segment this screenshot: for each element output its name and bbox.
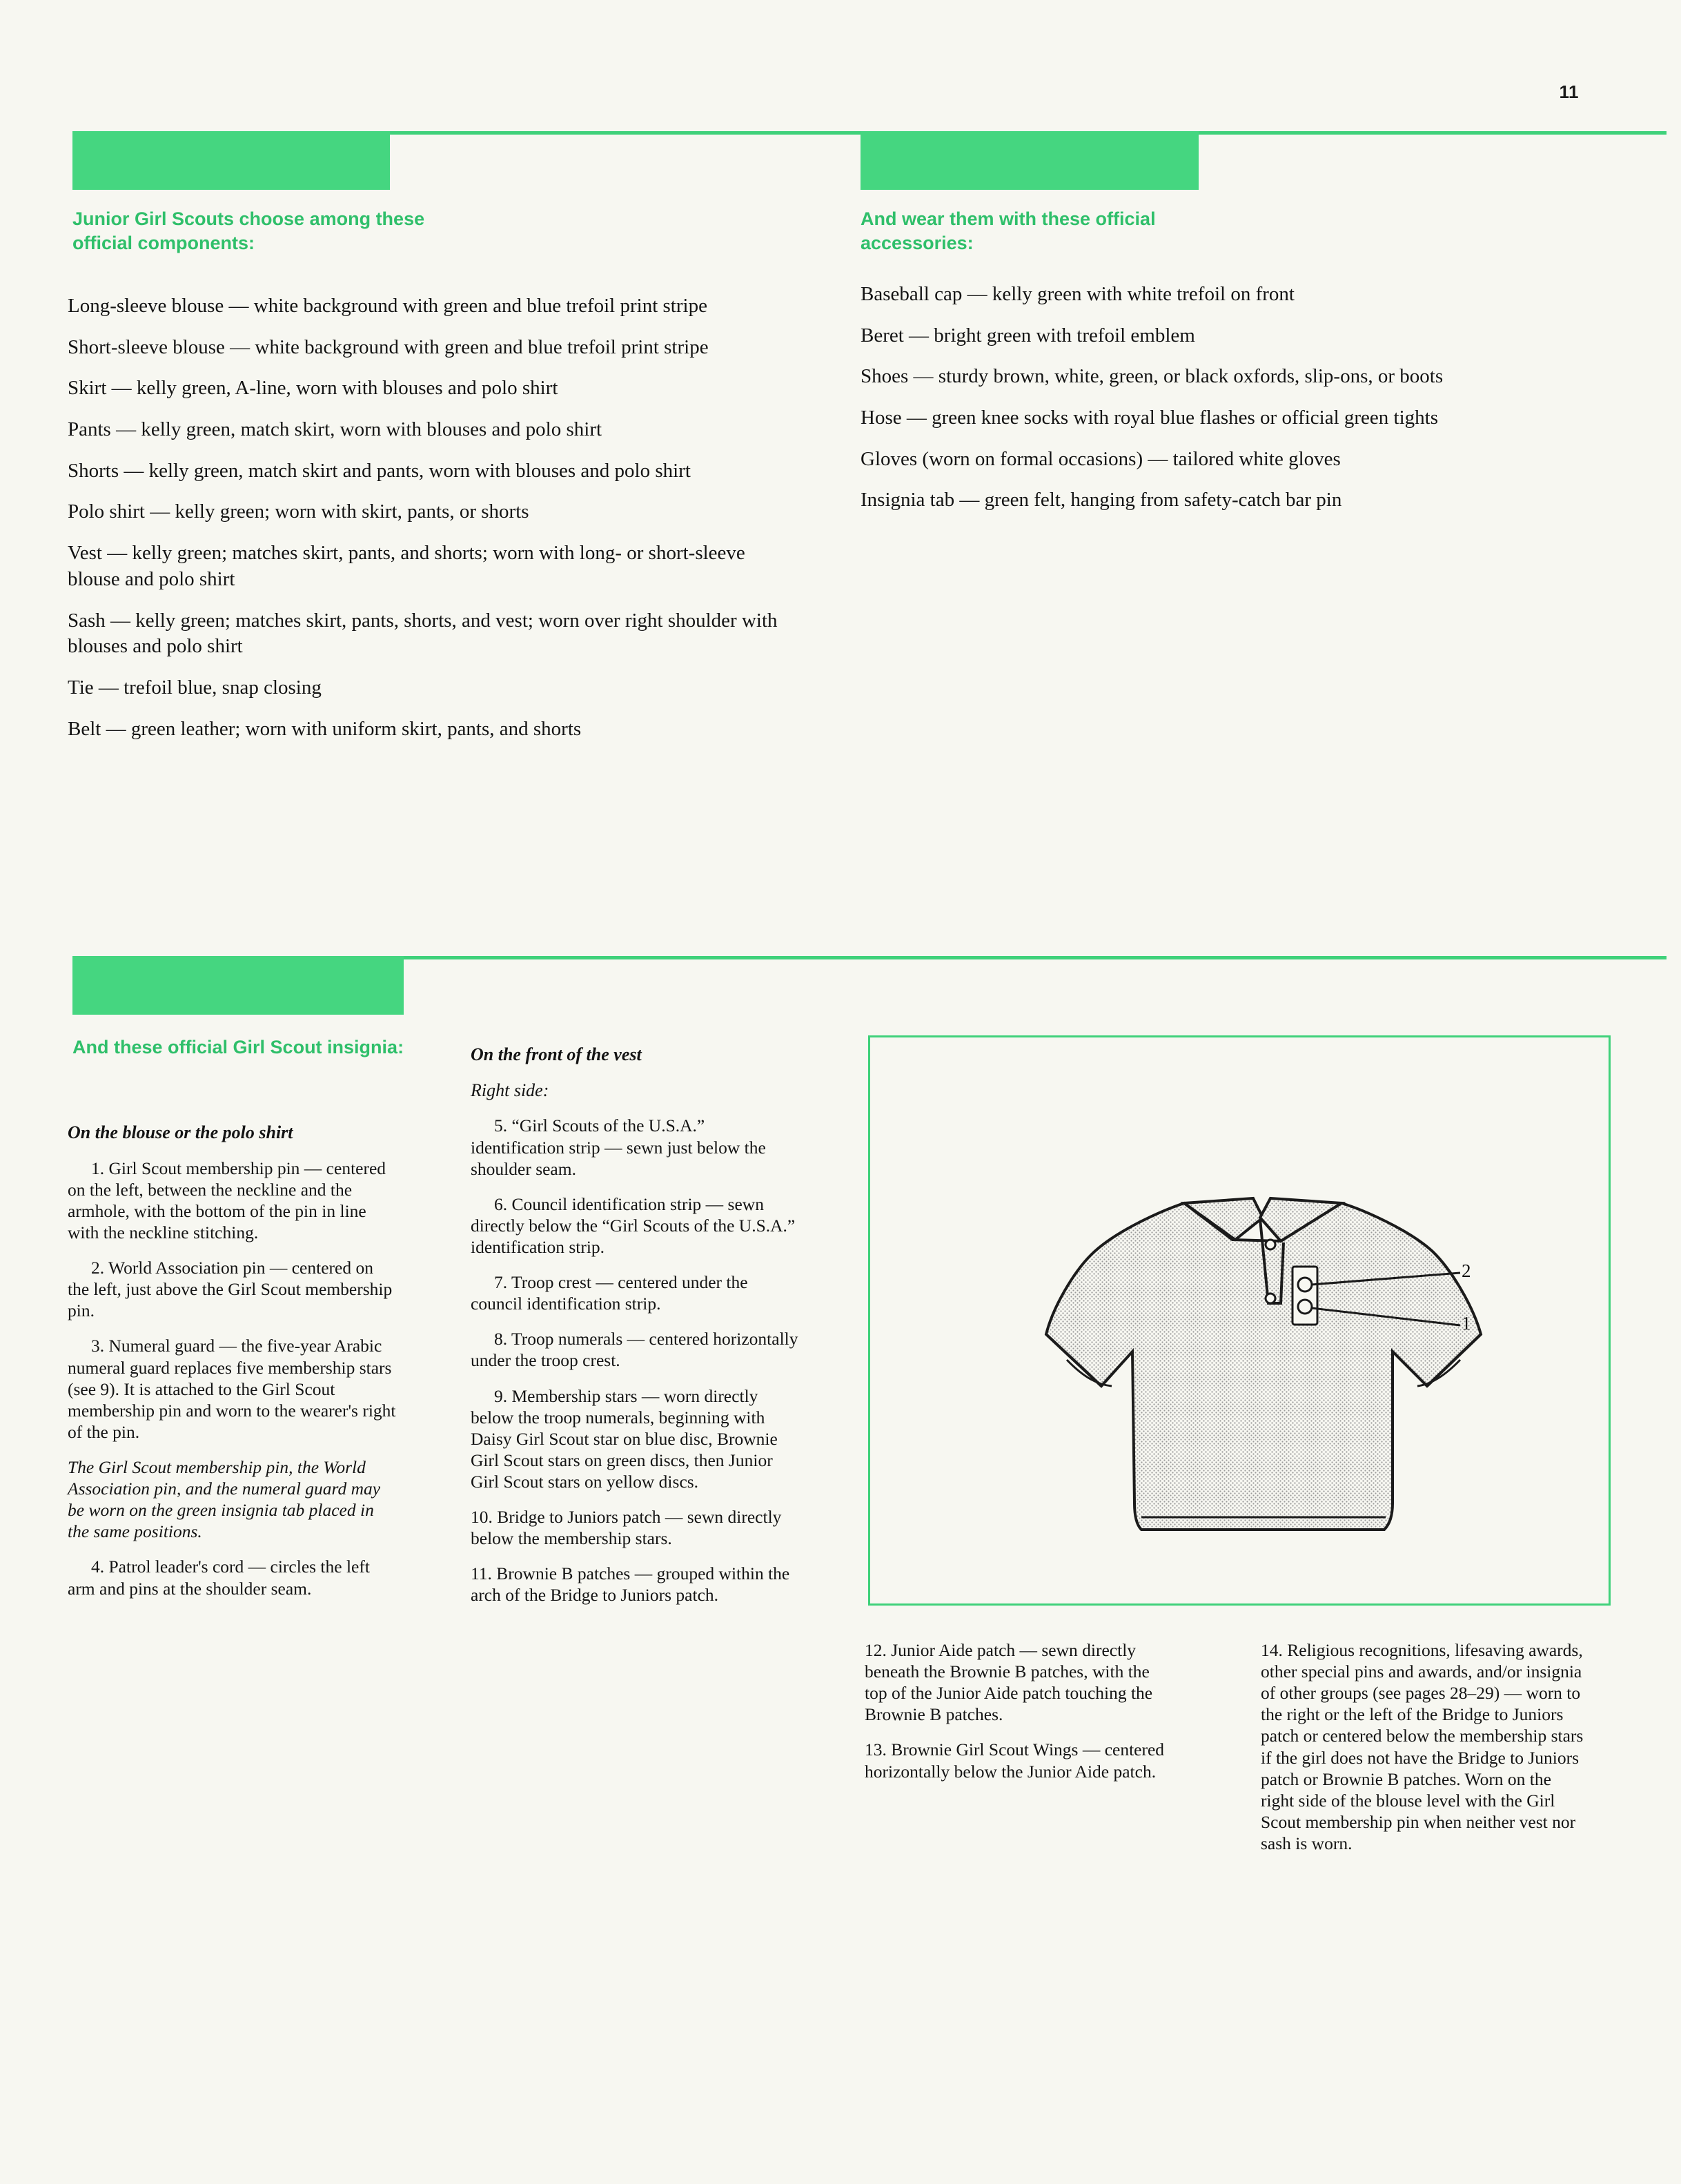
list-item: Gloves (worn on formal occasions) — tailored white gloves <box>861 447 1341 470</box>
list-item: Hose — green knee socks with royal blue flashes or official green tights <box>861 407 1439 429</box>
list-item: Vest — kelly green; matches skirt, pants, and shorts; worn with long- or short-sleeve blouse and polo shirt <box>68 542 745 590</box>
callout-1: 1 <box>1462 1313 1471 1334</box>
list-item: 12. Junior Aide patch — sewn directly beneath the Brownie B patches, with the top of the Junior Aide patch touching the Brownie B patches. <box>865 1640 1153 1725</box>
polo-shirt-icon <box>870 1037 1609 1603</box>
green-header-block-lower <box>72 956 404 1015</box>
polo-shirt-figure <box>868 1035 1611 1606</box>
list-item: Baseball cap — kelly green with white trefoil on front <box>861 283 1295 305</box>
insignia-column-1 <box>68 1122 399 1613</box>
insignia-column-2 <box>471 1044 802 1620</box>
list-item: 8. Troop numerals — centered horizontally under the troop crest. <box>471 1329 798 1371</box>
heading-insignia: And these official Girl Scout insignia: <box>72 1037 404 1057</box>
list-item: 13. Brownie Girl Scout Wings — centered horizontally below the Junior Aide patch. <box>865 1739 1165 1782</box>
list-item: 1. Girl Scout membership pin — centered on the left, between the neckline and the armhole, with the bottom of the pin in line with the neckline stitching. <box>68 1158 386 1243</box>
insignia-tab-note: The Girl Scout membership pin, the World Association pin, and the numeral guard may be worn on the green insignia tab placed in the same positions. <box>68 1457 381 1542</box>
heading-accessories: And wear them with these official accessories: <box>861 208 1156 254</box>
heading-components: Junior Girl Scouts choose among these official components: <box>72 208 425 254</box>
list-item: Sash — kelly green; matches skirt, pants, shorts, and vest; worn over right shoulder with blouses and polo shirt <box>68 609 778 658</box>
list-item: Long-sleeve blouse — white background with green and blue trefoil print stripe <box>68 295 707 317</box>
list-item: Shorts — kelly green, match skirt and pants, worn with blouses and polo shirt <box>68 459 691 482</box>
list-item: Beret — bright green with trefoil emblem <box>861 324 1195 347</box>
callout-2: 2 <box>1462 1260 1471 1281</box>
list-item: 2. World Association pin — centered on the left, just above the Girl Scout membership pin. <box>68 1258 393 1321</box>
subheading-vest-front: On the front of the vest <box>471 1044 642 1064</box>
green-header-block-left <box>72 131 390 190</box>
list-item: Pants — kelly green, match skirt, worn with blouses and polo shirt <box>68 418 602 441</box>
list-item: Belt — green leather; worn with uniform skirt, pants, and shorts <box>68 717 582 740</box>
list-item: Short-sleeve blouse — white background with green and blue trefoil print stripe <box>68 335 709 358</box>
list-item: Insignia tab — green felt, hanging from safety-catch bar pin <box>861 489 1342 511</box>
list-item: 3. Numeral guard — the five-year Arabic numeral guard replaces five membership stars (see 9). It is attached to the Girl Scout membership pin and worn to the wearer's right of the pin. <box>68 1336 396 1442</box>
subheading-right-side: Right side: <box>471 1080 549 1100</box>
list-item: Polo shirt — kelly green; worn with skirt, pants, or shorts <box>68 500 529 523</box>
list-item: Tie — trefoil blue, snap closing <box>68 676 322 699</box>
insignia-column-3 <box>865 1639 1175 1796</box>
subheading-blouse-polo: On the blouse or the polo shirt <box>68 1122 293 1142</box>
insignia-column-4 <box>1261 1639 1589 1868</box>
list-item: 5. “Girl Scouts of the U.S.A.” identification strip — sewn just below the shoulder seam. <box>471 1115 766 1179</box>
list-item: 6. Council identification strip — sewn directly below the “Girl Scouts of the U.S.A.” identification strip. <box>471 1193 796 1257</box>
green-header-block-right <box>861 131 1199 190</box>
list-item: 4. Patrol leader's cord — circles the left arm and pins at the shoulder seam. <box>68 1557 370 1599</box>
list-item: Shoes — sturdy brown, white, green, or black oxfords, slip-ons, or boots <box>861 365 1444 388</box>
list-item: 9. Membership stars — worn directly below the troop numerals, beginning with Daisy Girl Scout star on blue disc, Brownie Girl Scout stars on green discs, then Junior Girl Scout stars on yellow discs. <box>471 1385 778 1492</box>
list-item: 14. Religious recognitions, lifesaving awards, other special pins and awards, and/or insignia of other groups (see pages 28–29) — worn to the right or the left of the Bridge to Juniors patch or centered below the membership stars if the girl does not have the Bridge to Juniors patch or Brownie B patches. Worn on the right side of the blouse level with the Girl Scout membership pin when neither vest nor sash is worn. <box>1261 1640 1584 1853</box>
components-list <box>68 293 785 757</box>
page-number: 11 <box>1559 81 1579 102</box>
accessories-list <box>861 282 1620 529</box>
list-item: 7. Troop crest — centered under the council identification strip. <box>471 1272 748 1314</box>
list-item: 11. Brownie B patches — grouped within the arch of the Bridge to Juniors patch. <box>471 1563 790 1606</box>
list-item: 10. Bridge to Juniors patch — sewn directly below the membership stars. <box>471 1507 782 1549</box>
list-item: Skirt — kelly green, A-line, worn with blouses and polo shirt <box>68 377 558 400</box>
